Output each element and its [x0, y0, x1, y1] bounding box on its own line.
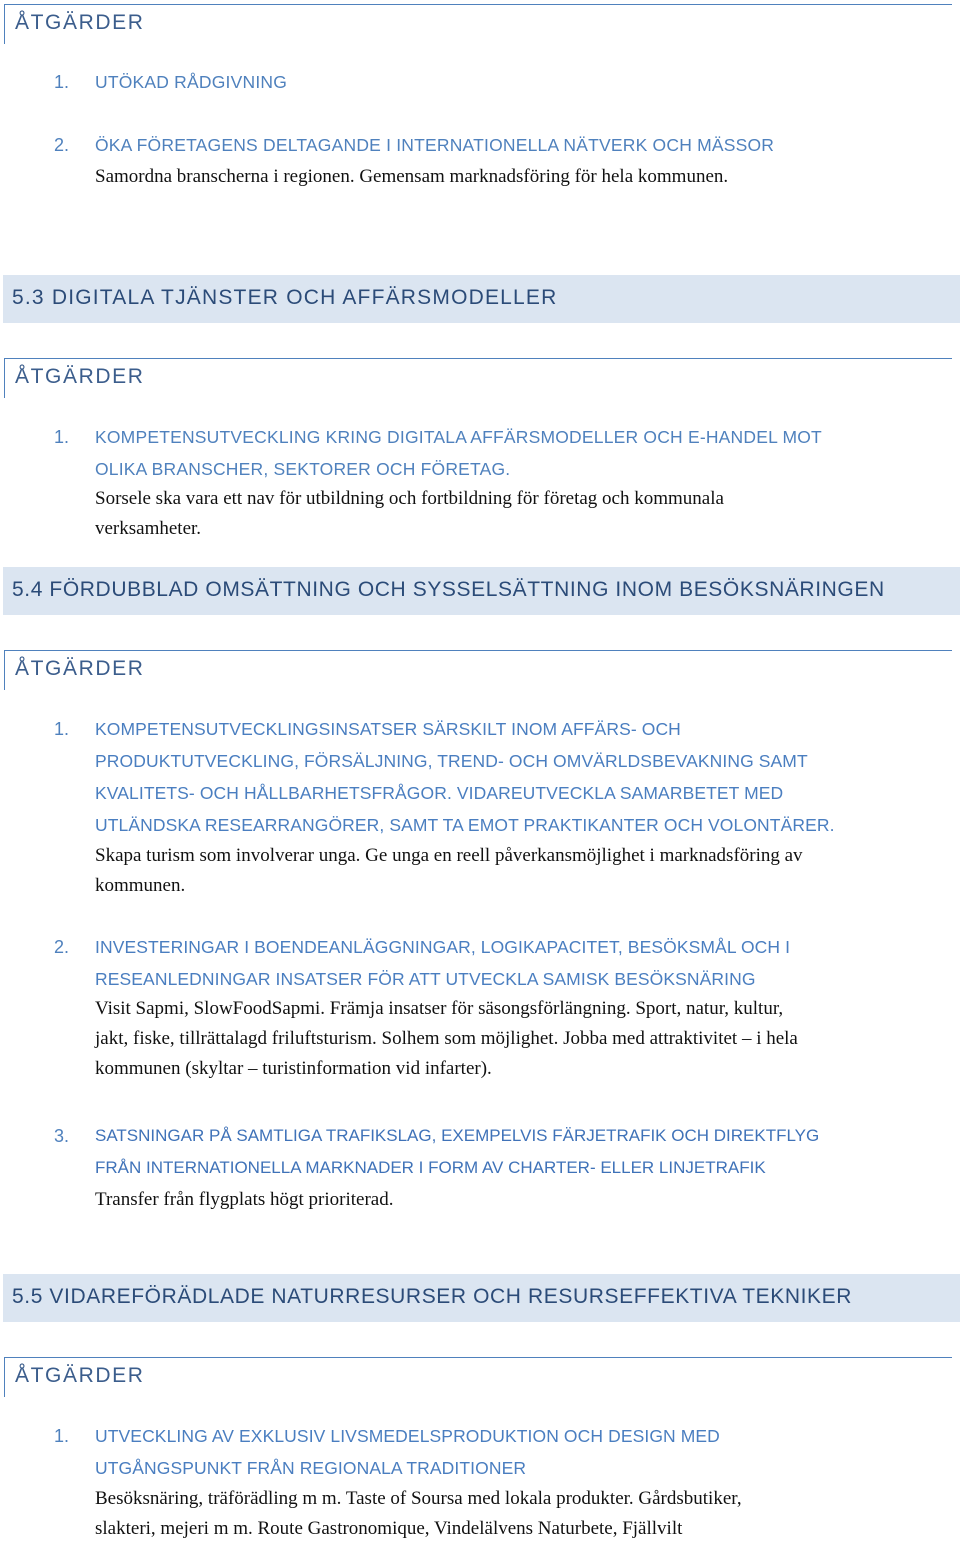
- item-title: [95, 1120, 945, 1184]
- item-title-line: UTVECKLING AV EXKLUSIV LIVSMEDELSPRODUKTION OCH DESIGN MED: [95, 1426, 720, 1446]
- item-title: [95, 66, 945, 98]
- body-line: jakt, fiske, tillrättalagd friluftsturism. Solhem som möjlighet. Jobba med attraktivitet – i hela: [95, 1028, 798, 1049]
- item-title: [95, 1420, 945, 1484]
- item-number: 1.: [54, 427, 70, 447]
- body-line: Samordna branscherna i regionen. Gemensam marknadsföring för hela kommunen.: [95, 166, 729, 187]
- section-subheading: [4, 1357, 952, 1397]
- subheading-text: ÅTGÄRDER: [15, 11, 145, 34]
- body-line: Visit Sapmi, SlowFoodSapmi. Främja insatser för säsongsförlängning. Sport, natur, kultur,: [95, 998, 784, 1019]
- item-body: [95, 994, 950, 1084]
- item-title-line: UTÖKAD RÅDGIVNING: [95, 72, 288, 92]
- section-subheading: [4, 4, 952, 44]
- item-title-line: KOMPETENSUTVECKLING KRING DIGITALA AFFÄRSMODELLER OCH E-HANDEL MOT: [95, 427, 822, 447]
- body-line: Transfer från flygplats högt prioriterad.: [95, 1189, 394, 1210]
- item-title: [95, 713, 945, 841]
- item-title-line: ÖKA FÖRETAGENS DELTAGANDE I INTERNATIONELLA NÄTVERK OCH MÄSSOR: [95, 135, 775, 155]
- body-line: Sorsele ska vara ett nav för utbildning och fortbildning för företag och kommunala: [95, 488, 724, 509]
- item-title-line: SATSNINGAR PÅ SAMTLIGA TRAFIKSLAG, EXEMPELVIS FÄRJETRAFIK OCH DIREKTFLYG: [95, 1126, 820, 1145]
- item-title-line: FRÅN INTERNATIONELLA MARKNADER I FORM AV CHARTER- ELLER LINJETRAFIK: [95, 1158, 766, 1177]
- subheading-text: ÅTGÄRDER: [15, 365, 145, 388]
- item-body: [95, 1185, 950, 1215]
- item-title-line: INVESTERINGAR I BOENDEANLÄGGNINGAR, LOGIKAPACITET, BESÖKSMÅL OCH I: [95, 937, 791, 957]
- item-title: [95, 129, 945, 161]
- subheading-text: ÅTGÄRDER: [15, 657, 145, 680]
- body-line: kommunen (skyltar – turistinformation vid infarter).: [95, 1058, 492, 1079]
- body-line: kommunen.: [95, 875, 186, 896]
- section-banner: [3, 567, 960, 615]
- item-number: 1.: [54, 72, 70, 92]
- item-title-line: RESEANLEDNINGAR INSATSER FÖR ATT UTVECKLA SAMISK BESÖKSNÄRING: [95, 969, 756, 989]
- body-line: Skapa turism som involverar unga. Ge unga en reell påverkansmöjlighet i marknadsföring av: [95, 845, 803, 866]
- item-title: [95, 931, 945, 995]
- item-body: [95, 484, 950, 544]
- item-title-line: OLIKA BRANSCHER, SEKTORER OCH FÖRETAG.: [95, 459, 511, 479]
- section-banner: [3, 1274, 960, 1322]
- item-title-line: KOMPETENSUTVECKLINGSINSATSER SÄRSKILT INOM AFFÄRS- OCH: [95, 719, 681, 739]
- body-line: Besöksnäring, träförädling m m. Taste of Soursa med lokala produkter. Gårdsbutiker,: [95, 1488, 742, 1509]
- item-number: 3.: [54, 1126, 70, 1146]
- item-number: 2.: [54, 937, 70, 957]
- item-number: 1.: [54, 1426, 70, 1446]
- subheading-text: ÅTGÄRDER: [15, 1364, 145, 1387]
- item-title-line: KVALITETS- OCH HÅLLBARHETSFRÅGOR. VIDAREUTVECKLA SAMARBETET MED: [95, 783, 784, 803]
- item-title-line: UTLÄNDSKA RESEARRANGÖRER, SAMT TA EMOT PRAKTIKANTER OCH VOLONTÄRER.: [95, 815, 835, 835]
- item-body: [95, 841, 950, 901]
- item-number: 2.: [54, 135, 70, 155]
- section-banner-title: 5.5 VIDAREFÖRÄDLADE NATURRESURSER OCH RESURSEFFEKTIVA TEKNIKER: [12, 1285, 853, 1308]
- section-banner-title: 5.4 FÖRDUBBLAD OMSÄTTNING OCH SYSSELSÄTTNING INOM BESÖKSNÄRINGEN: [12, 578, 885, 601]
- item-body: [95, 1484, 950, 1544]
- body-line: verksamheter.: [95, 518, 202, 539]
- section-subheading: [4, 358, 952, 398]
- item-title-line: UTGÅNGSPUNKT FRÅN REGIONALA TRADITIONER: [95, 1458, 527, 1478]
- section-banner: [3, 275, 960, 323]
- body-line: slakteri, mejeri m m. Route Gastronomique, Vindelälvens Naturbete, Fjällvilt: [95, 1518, 683, 1539]
- item-number: 1.: [54, 719, 70, 739]
- section-subheading: [4, 650, 952, 690]
- item-title: [95, 421, 945, 485]
- item-title-line: PRODUKTUTVECKLING, FÖRSÄLJNING, TREND- OCH OMVÄRLDSBEVAKNING SAMT: [95, 751, 808, 771]
- section-banner-title: 5.3 DIGITALA TJÄNSTER OCH AFFÄRSMODELLER: [12, 286, 558, 309]
- item-body: [95, 162, 950, 192]
